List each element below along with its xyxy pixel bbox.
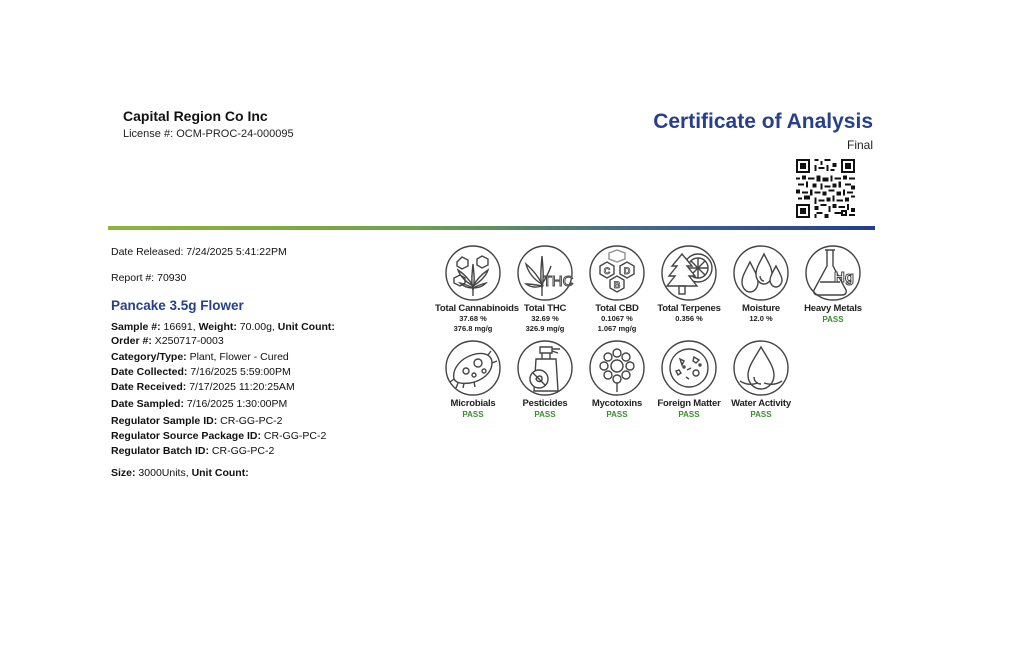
- test-mycotoxins: [579, 339, 655, 420]
- size-label: Size:: [111, 467, 136, 479]
- test-result-pass: PASS: [678, 410, 700, 419]
- foreign-matter-icon: [660, 339, 718, 397]
- unit-count-label: Unit Count:: [277, 321, 335, 333]
- category-value: Plant, Flower - Cured: [186, 351, 289, 363]
- microbe-icon: [444, 339, 502, 397]
- document-status: Final: [846, 138, 873, 152]
- test-total-cbd: [579, 244, 655, 334]
- sample-line: [111, 321, 335, 333]
- regulator-source-value: CR-GG-PC-2: [260, 430, 327, 442]
- test-result-pass: PASS: [750, 410, 772, 419]
- thc-leaf-icon: [516, 244, 574, 302]
- test-pesticides: [507, 339, 583, 420]
- weight-value: 70.00g,: [236, 321, 278, 333]
- regulator-source-line: [111, 430, 326, 442]
- cbd-molecule-icon: [588, 244, 646, 302]
- regulator-source-label: Regulator Source Package ID:: [111, 430, 261, 442]
- test-value-mg: 326.9 mg/g: [525, 324, 565, 333]
- svg-text:Hg: Hg: [834, 269, 854, 286]
- regulator-batch-label: Regulator Batch ID:: [111, 445, 210, 457]
- sampled-value: 7/16/2025 1:30:00PM: [183, 398, 288, 410]
- company-name: Capital Region Co Inc: [123, 108, 268, 124]
- sample-label: Sample #:: [111, 321, 161, 333]
- product-name: Pancake 3.5g Flower: [111, 298, 244, 313]
- test-label: Heavy Metals: [804, 303, 862, 314]
- regulator-batch-value: CR-GG-PC-2: [209, 445, 275, 457]
- collected-line: [111, 366, 291, 378]
- test-microbials: [435, 339, 511, 420]
- weight-label: Weight:: [198, 321, 237, 333]
- test-label: Water Activity: [731, 398, 791, 409]
- test-label: Mycotoxins: [591, 398, 643, 409]
- regulator-sample-value: CR-GG-PC-2: [217, 415, 283, 427]
- regulator-sample-line: [111, 415, 283, 427]
- size-line: [111, 467, 249, 479]
- spray-bottle-icon: [516, 339, 574, 397]
- water-drops-icon: [732, 244, 790, 302]
- received-label: Date Received:: [111, 381, 187, 393]
- category-label: Category/Type:: [111, 351, 187, 363]
- sample-value: 16691,: [160, 321, 199, 333]
- qr-code-icon: [796, 159, 855, 218]
- sampled-line: [111, 398, 287, 410]
- regulator-sample-label: Regulator Sample ID:: [111, 415, 218, 427]
- water-drop-icon: [732, 339, 790, 397]
- size-value: 3000Units,: [135, 467, 192, 479]
- test-label: Total Terpenes: [657, 303, 721, 314]
- regulator-batch-line: [111, 445, 274, 457]
- test-water-activity: [723, 339, 799, 420]
- test-result-pass: PASS: [822, 315, 844, 324]
- svg-text:THC: THC: [542, 273, 574, 290]
- svg-text:C: C: [603, 266, 611, 276]
- test-label: Total CBD: [595, 303, 639, 314]
- order-label: Order #:: [111, 335, 152, 347]
- flask-mercury-icon: [804, 244, 862, 302]
- sampled-label: Date Sampled:: [111, 398, 184, 410]
- test-total-terpenes: [651, 244, 727, 324]
- report-number: Report #: 70930: [111, 272, 187, 284]
- test-value-percent: 37.68 %: [459, 314, 487, 323]
- test-value-percent: 0.356 %: [675, 314, 703, 323]
- test-total-thc: [507, 244, 583, 334]
- category-line: [111, 351, 289, 363]
- pine-citrus-icon: [660, 244, 718, 302]
- collected-label: Date Collected:: [111, 366, 188, 378]
- date-released: Date Released: 7/24/2025 5:41:22PM: [111, 246, 287, 258]
- test-total-cannabinoids: [435, 244, 519, 334]
- test-label: Pesticides: [522, 398, 568, 409]
- test-label: Total THC: [523, 303, 567, 314]
- test-foreign-matter: [651, 339, 727, 420]
- test-heavy-metals: [795, 244, 871, 325]
- test-value-percent: 12.0 %: [749, 314, 773, 323]
- document-title: Certificate of Analysis: [653, 110, 873, 133]
- test-label: Foreign Matter: [657, 398, 721, 409]
- test-label: Microbials: [450, 398, 496, 409]
- test-result-pass: PASS: [462, 410, 484, 419]
- test-value-mg: 376.8 mg/g: [453, 324, 493, 333]
- collected-value: 7/16/2025 5:59:00PM: [187, 366, 291, 378]
- test-result-pass: PASS: [606, 410, 628, 419]
- test-label: Total Cannabinoids: [435, 303, 519, 314]
- test-moisture: [723, 244, 799, 324]
- cannabis-leaf-icon: [444, 244, 502, 302]
- svg-text:B: B: [613, 280, 621, 290]
- test-result-pass: PASS: [534, 410, 556, 419]
- header-divider: [108, 226, 875, 230]
- test-value-percent: 32.69 %: [531, 314, 559, 323]
- test-value-mg: 1.067 mg/g: [597, 324, 637, 333]
- order-value: X250717-0003: [151, 335, 224, 347]
- received-value: 7/17/2025 11:20:25AM: [186, 381, 295, 393]
- order-line: [111, 335, 224, 347]
- license-number: License #: OCM-PROC-24-000095: [123, 128, 294, 140]
- test-label: Moisture: [742, 303, 780, 314]
- size-unit-count-label: Unit Count:: [191, 467, 249, 479]
- svg-text:D: D: [623, 266, 631, 276]
- test-value-percent: 0.1067 %: [601, 314, 633, 323]
- received-line: [111, 381, 295, 393]
- spore-flower-icon: [588, 339, 646, 397]
